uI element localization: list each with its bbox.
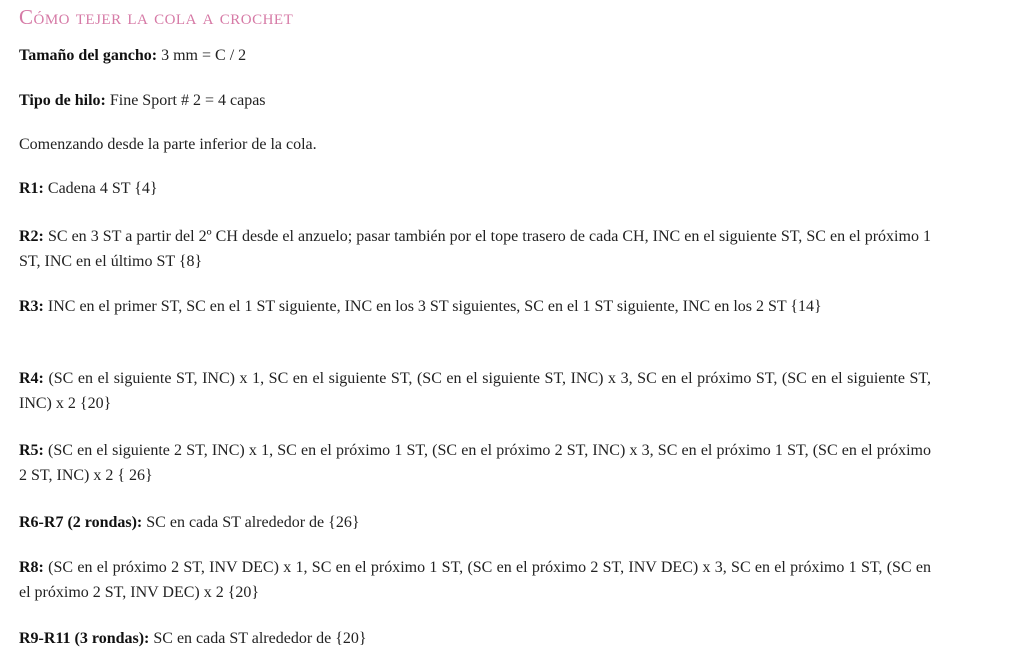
section-title: Cómo tejer la cola a crochet	[19, 5, 294, 29]
yarn-type-value: Fine Sport # 2 = 4 capas	[105, 92, 266, 109]
round-r4	[19, 366, 931, 416]
round-r6-r7-label: R6-R7 (2 rondas):	[19, 514, 143, 531]
hook-size-label: Tamaño del gancho:	[19, 47, 158, 64]
yarn-type-label: Tipo de hilo:	[19, 92, 106, 109]
round-r3	[19, 294, 931, 319]
round-r1-text: Cadena 4 ST {4}	[43, 180, 158, 197]
round-r5-text: (SC en el siguiente 2 ST, INC) x 1, SC en el próximo 1 ST, (SC en el próximo 2 ST, INC) x 3, SC en el próximo 1 ST, (SC en el próximo 2 ST, INC) x 2 { 26}	[19, 442, 931, 484]
round-r8-text: (SC en el próximo 2 ST, INV DEC) x 1, SC en el próximo 1 ST, (SC en el próximo 2 ST, INV DEC) x 3, SC en el próximo 1 ST, (SC en el próximo 2 ST, INV DEC) x 2 {20}	[19, 559, 931, 601]
round-r8-label: R8:	[19, 559, 44, 576]
round-r1	[19, 176, 931, 201]
round-r6-r7-text: SC en cada ST alrededor de {26}	[142, 514, 360, 531]
round-r3-text: INC en el primer ST, SC en el 1 ST siguiente, INC en los 3 ST siguientes, SC en el 1 ST siguiente, INC en los 2 ST {14}	[43, 298, 822, 315]
round-r6-r7	[19, 510, 931, 535]
intro-line	[19, 132, 931, 157]
round-r2	[19, 224, 931, 274]
intro-text: Comenzando desde la parte inferior de la cola.	[19, 136, 317, 153]
round-r1-label: R1:	[19, 180, 44, 197]
round-r9-r11-label: R9-R11 (3 rondas):	[19, 630, 150, 647]
round-r2-text: SC en 3 ST a partir del 2º CH desde el anzuelo; pasar también por el tope trasero de cada CH, INC en el siguiente ST, SC en el próximo 1 ST, INC en el último ST {8}	[19, 228, 931, 270]
round-r9-r11-text: SC en cada ST alrededor de {20}	[149, 630, 367, 647]
round-r9-r11	[19, 626, 931, 651]
round-r5-label: R5:	[19, 442, 44, 459]
round-r8	[19, 555, 931, 605]
round-r2-label: R2:	[19, 228, 44, 245]
hook-size-value: 3 mm = C / 2	[157, 47, 247, 64]
hook-size-line	[19, 43, 931, 68]
round-r4-label: R4:	[19, 370, 44, 387]
round-r3-label: R3:	[19, 298, 44, 315]
yarn-type-line	[19, 88, 931, 113]
round-r5	[19, 438, 931, 488]
round-r4-text: (SC en el siguiente ST, INC) x 1, SC en el siguiente ST, (SC en el siguiente ST, INC) x 3, SC en el próximo ST, (SC en el siguiente ST, INC) x 2 {20}	[19, 370, 931, 412]
